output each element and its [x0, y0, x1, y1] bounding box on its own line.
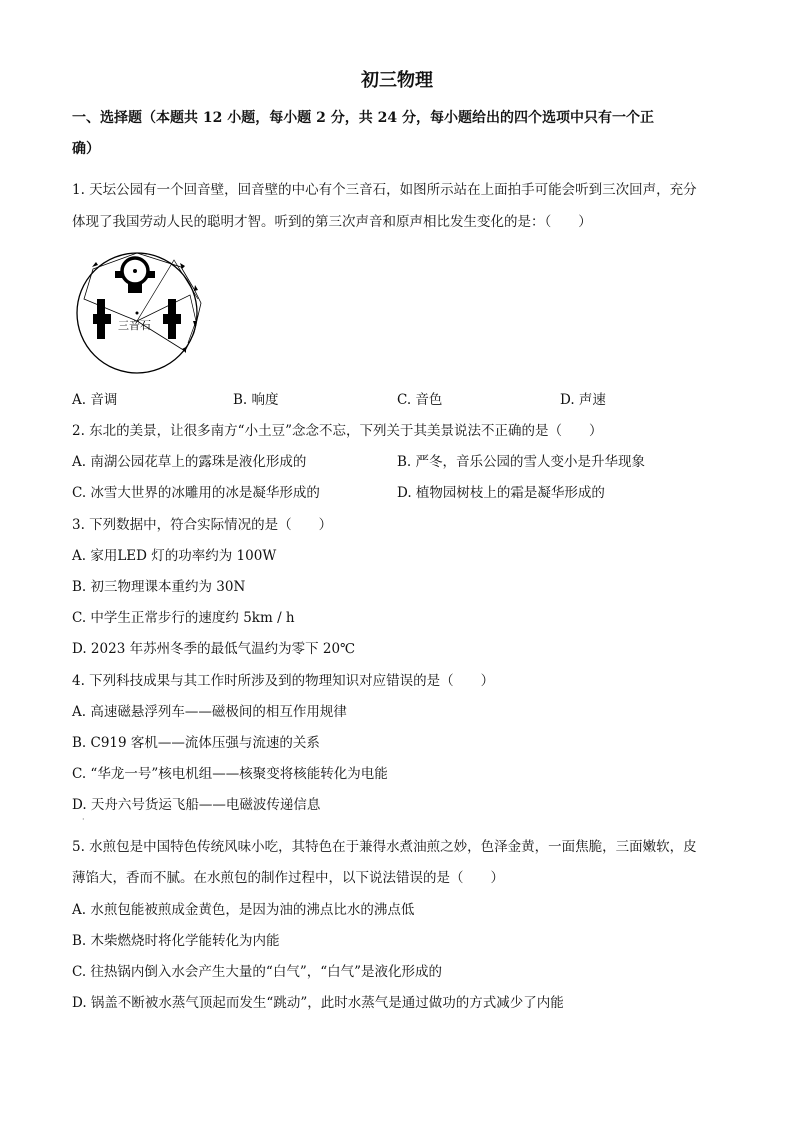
q5-option-b: B. 木柴燃烧时将化学能转化为内能: [72, 933, 280, 949]
q1-option-d: D. 声速: [560, 392, 606, 408]
q2-stem: 2. 东北的美景，让很多南方“小土豆”念念不忘，下列关于其美景说法不正确的是（ ）: [72, 423, 603, 439]
q5-stem-line2: 薄馅大，香而不腻。在水煎包的制作过程中，以下说法错误的是（ ）: [72, 870, 504, 886]
q5-option-a: A. 水煎包能被煎成金黄色，是因为油的沸点比水的沸点低: [72, 902, 415, 918]
figure-label: 三音石: [118, 319, 151, 332]
q5-option-c: C. 往热锅内倒入水会产生大量的“白气”，“白气”是液化形成的: [72, 964, 443, 980]
q1-stem-line2: 体现了我国劳动人民的聪明才智。听到的第三次声音和原声相比发生变化的是：（ ）: [72, 214, 592, 230]
q4-option-d: D. 天舟六号货运飞船——电磁波传递信息: [72, 797, 321, 813]
q4-option-c: C. “华龙一号”核电机组——核聚变将核能转化为电能: [72, 766, 388, 782]
echo-wall-figure: [70, 251, 205, 376]
stray-mark: ·: [82, 815, 85, 824]
q2-option-b: B. 严冬，音乐公园的雪人变小是升华现象: [397, 454, 646, 470]
page-title: 初三物理: [361, 70, 433, 91]
q1-option-b: B. 响度: [233, 392, 279, 408]
q5-stem-line1: 5. 水煎包是中国特色传统风味小吃，其特色在于兼得水煮油煎之妙，色泽金黄，一面焦脆，三面嫩软，皮: [72, 839, 697, 855]
section-heading-continued: 确）: [72, 141, 100, 157]
section-heading: 一、选择题（本题共 12 小题，每小题 2 分，共 24 分，每小题给出的四个选项中只有一个正: [72, 110, 654, 126]
q3-option-b: B. 初三物理课本重约为 30N: [72, 579, 246, 595]
q5-option-d: D. 锅盖不断被水蒸气顶起而发生“跳动”，此时水蒸气是通过做功的方式减少了内能: [72, 995, 564, 1011]
q3-option-d: D. 2023 年苏州冬季的最低气温约为零下 20℃: [72, 641, 356, 657]
q2-option-a: A. 南湖公园花草上的露珠是液化形成的: [72, 454, 307, 470]
q4-option-a: A. 高速磁悬浮列车——磁极间的相互作用规律: [72, 704, 347, 720]
q4-stem: 4. 下列科技成果与其工作时所涉及到的物理知识对应错误的是（ ）: [72, 673, 495, 689]
q2-option-d: D. 植物园树枝上的霜是凝华形成的: [397, 485, 605, 501]
q3-option-c: C. 中学生正常步行的速度约 5km / h: [72, 610, 295, 626]
q3-option-a: A. 家用LED 灯的功率约为 100W: [72, 548, 277, 564]
q2-option-c: C. 冰雪大世界的冰雕用的冰是凝华形成的: [72, 485, 320, 501]
q3-stem: 3. 下列数据中，符合实际情况的是（ ）: [72, 517, 333, 533]
q4-option-b: B. C919 客机——流体压强与流速的关系: [72, 735, 320, 751]
q1-option-a: A. 音调: [72, 392, 118, 408]
q1-option-c: C. 音色: [397, 392, 443, 408]
q1-stem-line1: 1. 天坛公园有一个回音壁，回音壁的中心有个三音石，如图所示站在上面拍手可能会听到三次回声，充分: [72, 182, 697, 198]
